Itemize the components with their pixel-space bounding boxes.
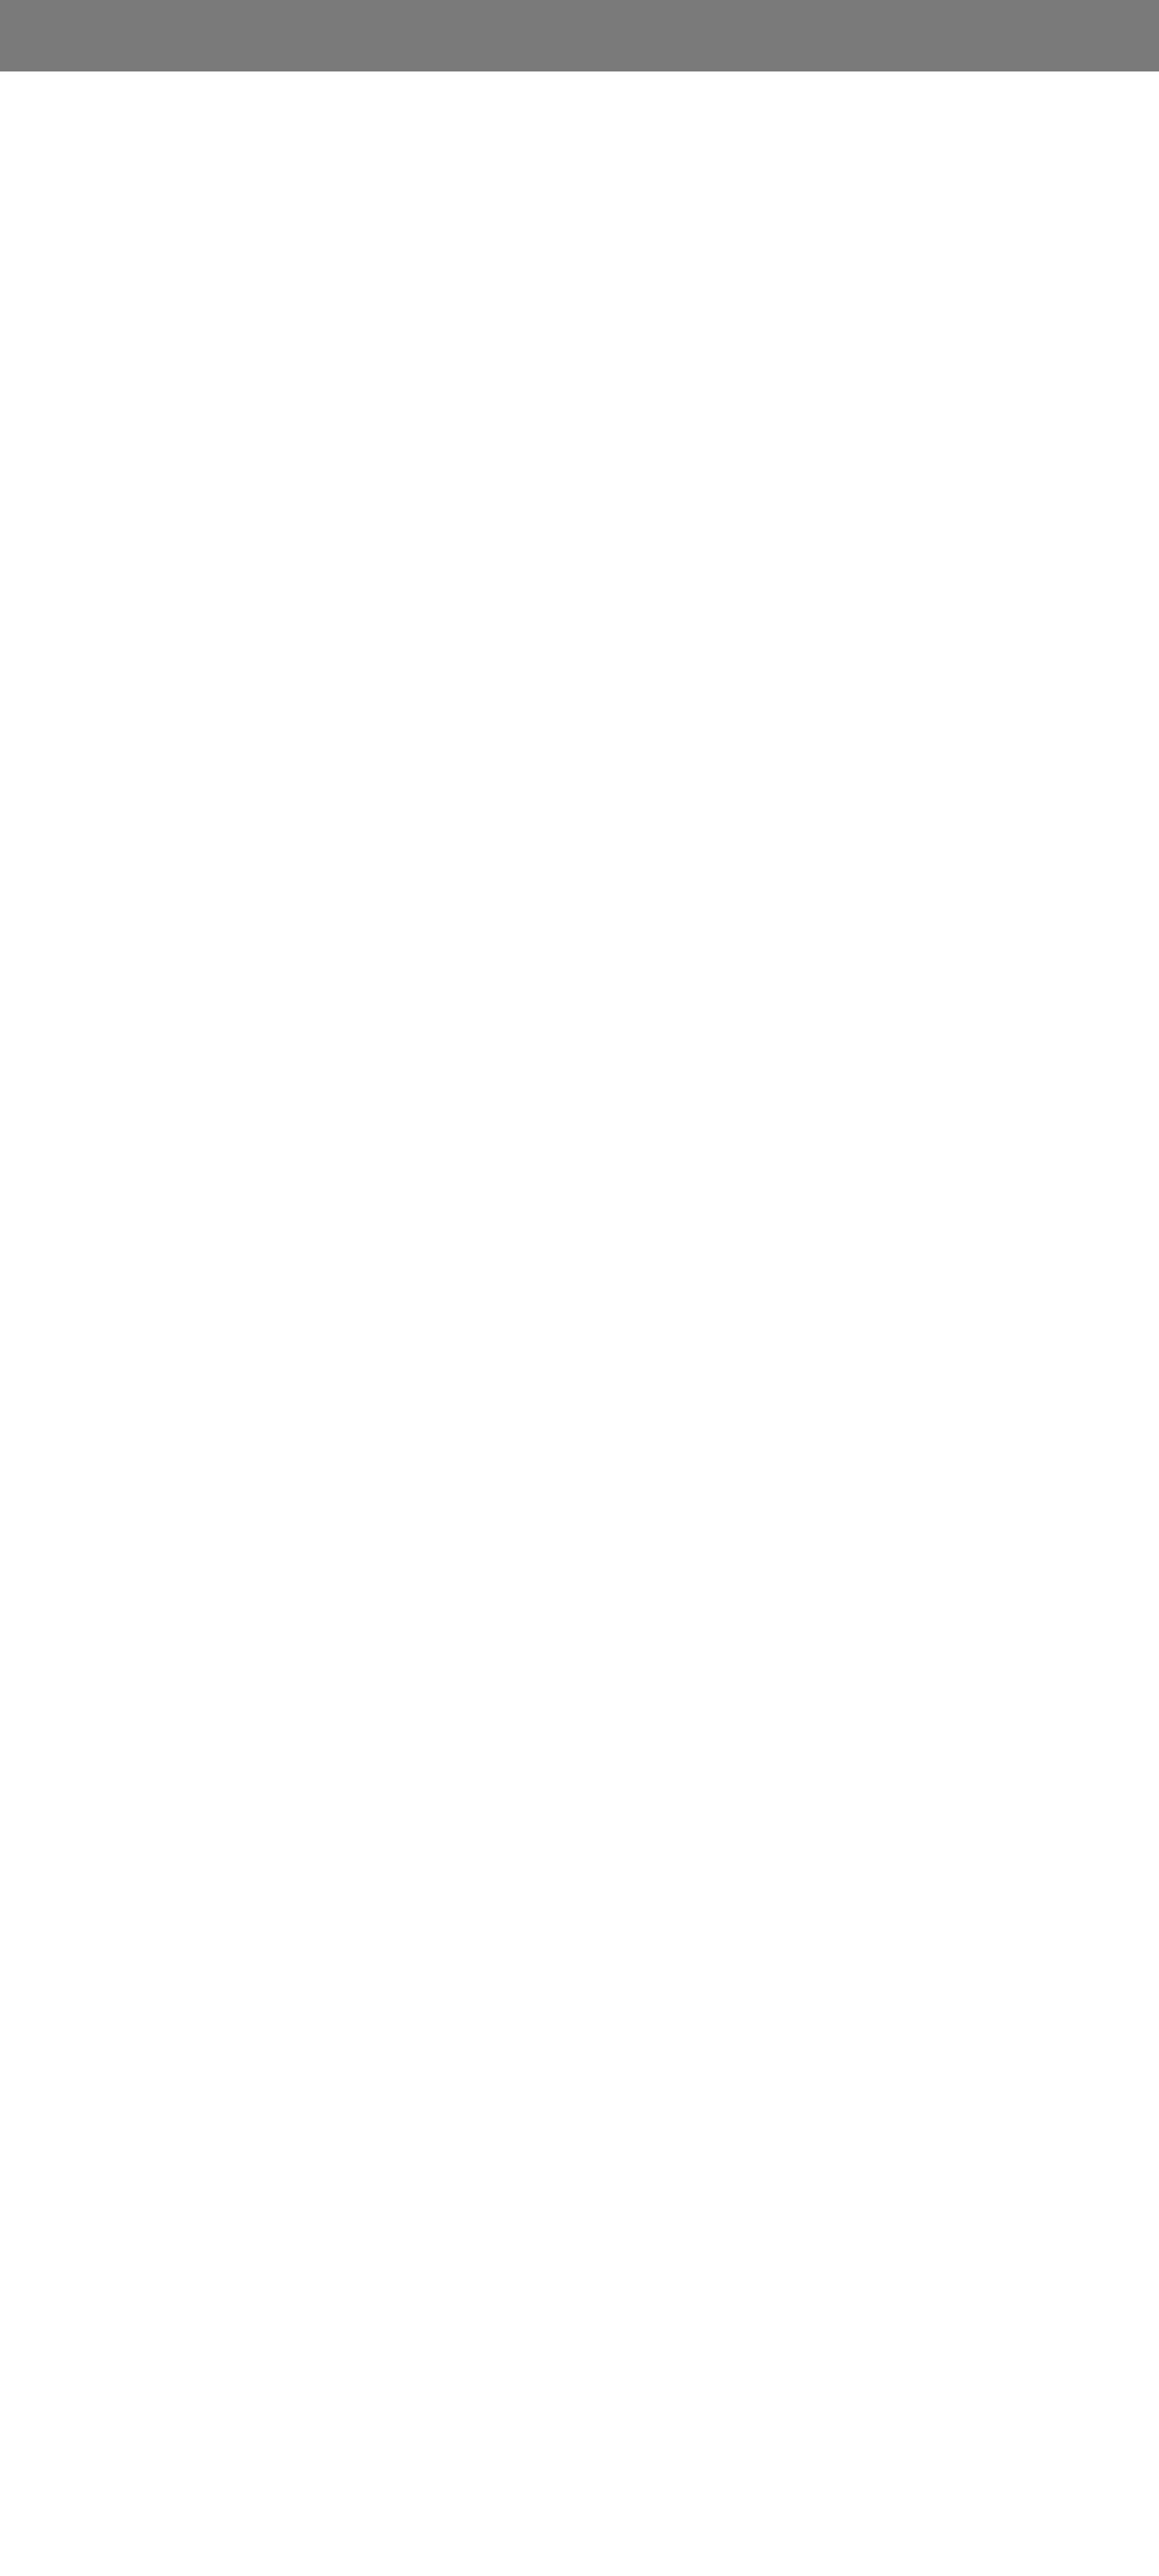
table-footnote [0,2446,1159,2458]
header-population [556,0,673,71]
header-n [303,0,438,71]
header-trial [57,0,196,71]
header-endpoint [968,0,1159,71]
header-ref [0,0,57,71]
header-row [0,0,1159,71]
header-treatment [673,0,968,71]
trials-table [0,0,1159,71]
header-phase [196,0,303,71]
header-histology [438,0,556,71]
